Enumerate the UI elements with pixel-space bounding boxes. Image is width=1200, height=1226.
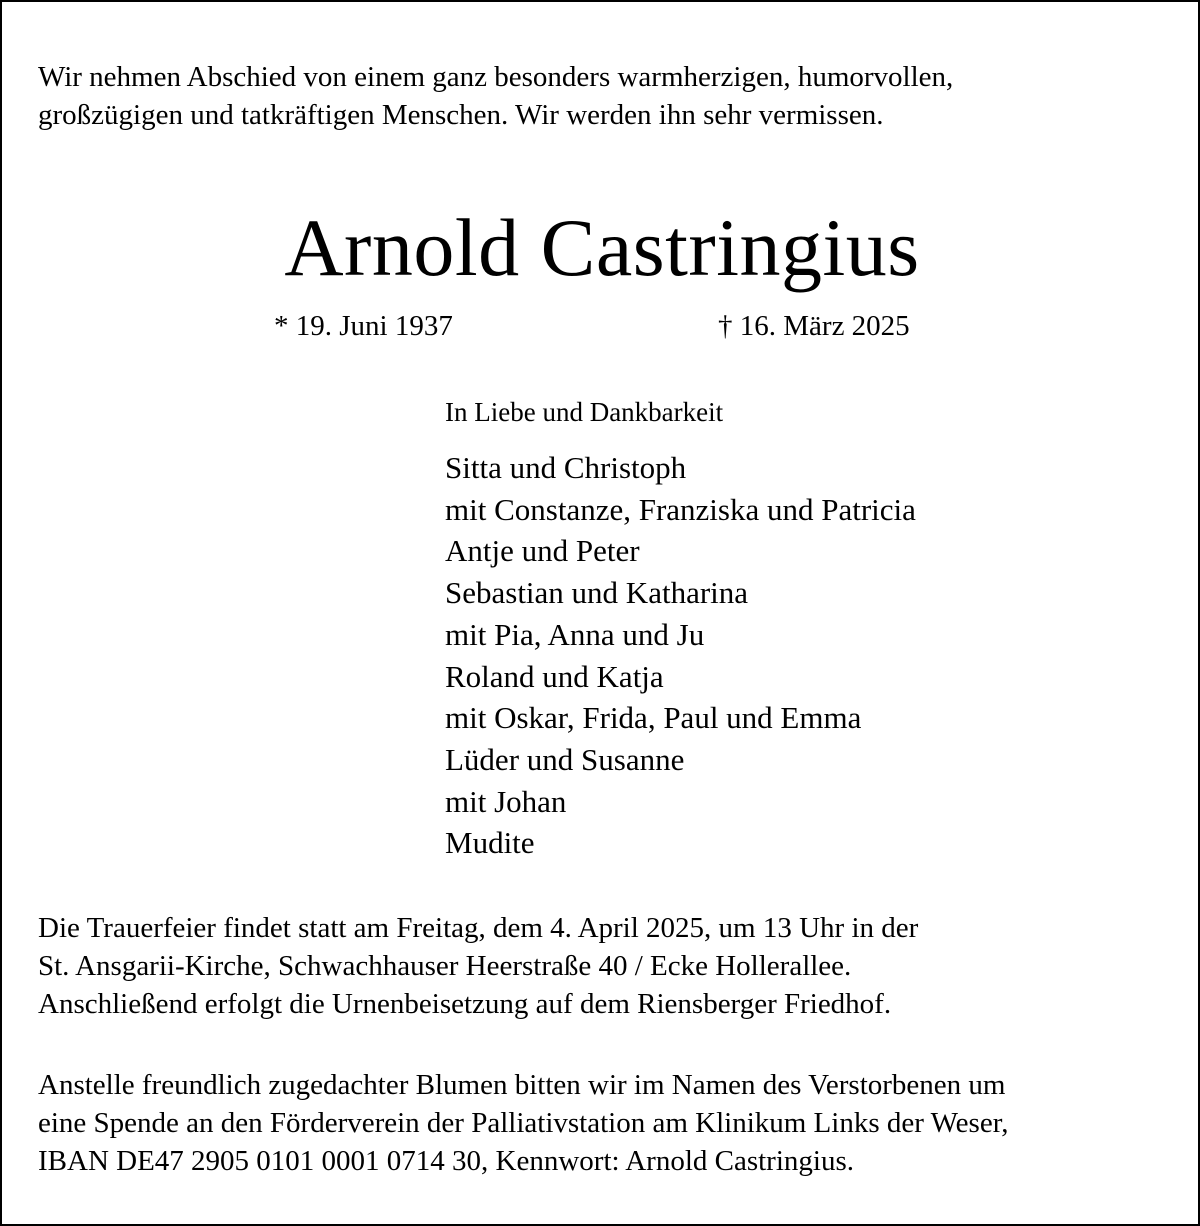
mourner-entry: Antje und Peter xyxy=(445,533,640,569)
mourner-entry: Mudite xyxy=(445,825,535,861)
ceremony-text xyxy=(38,909,918,1023)
intro-line: Wir nehmen Abschied von einem ganz besonders warmherzigen, humorvollen, xyxy=(38,61,954,93)
mourner-entry: Roland und Katja xyxy=(445,658,664,694)
donation-text xyxy=(38,1066,1008,1180)
donation-line: eine Spende an den Förderverein der Palliativstation am Klinikum Links der Weser, xyxy=(38,1107,1009,1139)
deceased-name: Arnold Castringius xyxy=(284,202,920,293)
donation-line: IBAN DE47 2905 0101 0001 0714 30, Kennwort: Arnold Castringius. xyxy=(38,1145,854,1177)
ceremony-line: Die Trauerfeier findet statt am Freitag, dem 4. April 2025, um 13 Uhr in der xyxy=(38,912,919,944)
ceremony-line: Anschließend erfolgt die Urnenbeisetzung auf dem Riensberger Friedhof. xyxy=(38,988,892,1020)
intro-line: großzügigen und tatkräftigen Menschen. Wir werden ihn sehr vermissen. xyxy=(38,99,884,131)
mourner-entry: Sebastian und Katharina xyxy=(445,575,749,611)
mourners-list xyxy=(445,447,916,864)
mourners-heading: In Liebe und Dankbarkeit xyxy=(445,397,724,427)
donation-line: Anstelle freundlich zugedachter Blumen bitten wir im Namen des Verstorbenen um xyxy=(38,1069,1006,1101)
intro-text xyxy=(38,58,953,134)
mourner-entry: Sitta und Christoph xyxy=(445,450,687,485)
birth-date: * 19. Juni 1937 xyxy=(274,310,453,342)
ceremony-line: St. Ansgarii-Kirche, Schwachhauser Heerstraße 40 / Ecke Hollerallee. xyxy=(38,950,852,982)
mourner-entry: mit Pia, Anna und Ju xyxy=(445,616,705,652)
mourner-entry: Lüder und Susanne xyxy=(445,741,685,777)
mourner-entry: mit Johan xyxy=(445,783,567,819)
death-date: † 16. März 2025 xyxy=(718,310,910,342)
mourner-entry: mit Oskar, Frida, Paul und Emma xyxy=(445,700,862,736)
mourner-entry: mit Constanze, Franziska und Patricia xyxy=(445,491,916,527)
